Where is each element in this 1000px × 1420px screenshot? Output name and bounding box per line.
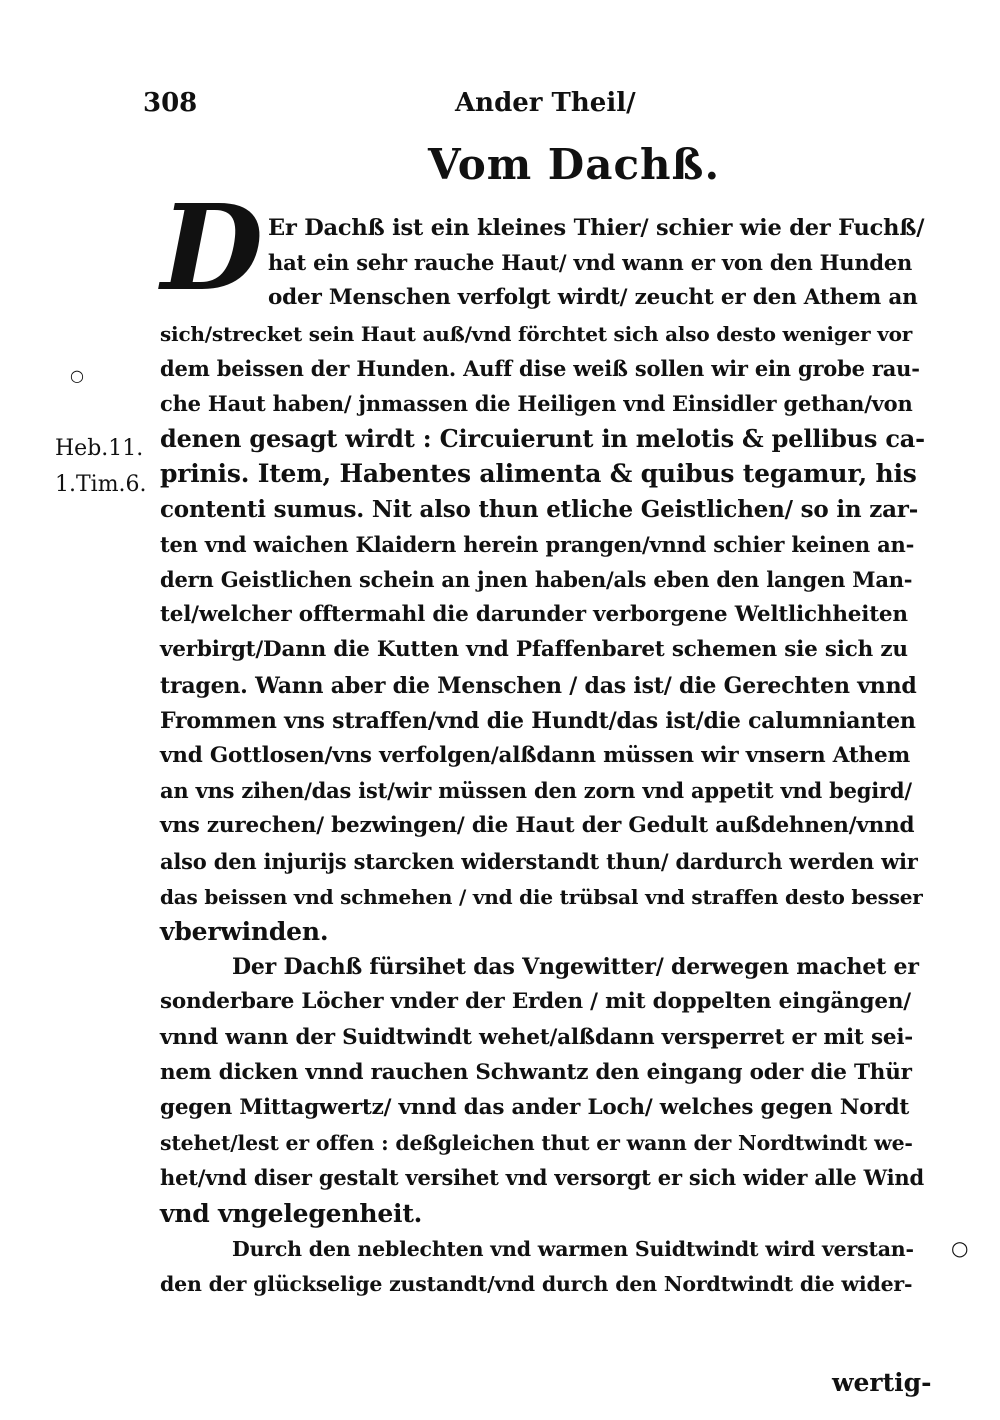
- margin-mark-circle: ○: [70, 366, 84, 385]
- text-line: dern Geistlichen schein an jnen haben/als eben den langen Man-: [160, 567, 913, 592]
- text-line: contenti sumus. Nit also thun etliche Geistlichen/ so in zar-: [160, 495, 919, 523]
- text-line: hat ein sehr rauche Haut/ vnd wann er von den Hunden: [268, 250, 913, 276]
- text-line: Der Dachß fürsihet das Vngewitter/ derwegen machet er: [232, 954, 919, 981]
- text-line: nem dicken vnnd rauchen Schwantz den eingang oder die Thür: [160, 1059, 912, 1085]
- text-line: denen gesagt wirdt : Circuierunt in melotis & pellibus ca-: [160, 424, 925, 454]
- text-line: oder Menschen verfolgt wirdt/ zeucht er den Athem an: [268, 285, 918, 311]
- text-line: sich/strecket sein Haut auß/vnd förchtet sich also desto weniger vor: [160, 321, 913, 346]
- text-line: het/vnd diser gestalt versihet vnd versorgt er sich wider alle Wind: [160, 1165, 924, 1191]
- text-line: prinis. Item, Habentes alimenta & quibus tegamur, his: [160, 459, 917, 489]
- drop-cap-initial: D: [160, 178, 264, 317]
- text-line: tragen. Wann aber die Menschen / das ist/ die Gerechten vnnd: [160, 672, 917, 699]
- page-number: 308: [143, 88, 198, 118]
- text-line: sonderbare Löcher vnder der Erden / mit doppelten eingängen/: [160, 989, 911, 1015]
- text-line: tel/welcher offtermahl die darunder verborgene Weltlichheiten: [160, 602, 908, 628]
- catchword: wertig-: [832, 1368, 932, 1397]
- text-line: den der glückselige zustandt/vnd durch den Nordtwindt die wider-: [160, 1272, 913, 1296]
- margin-mark-circle: ○: [951, 1236, 969, 1260]
- text-line: ten vnd waichen Klaidern herein prangen/vnnd schier keinen an-: [160, 531, 915, 557]
- margin-note-timothy: 1.Tim.6.: [55, 472, 147, 497]
- text-line: Er Dachß ist ein kleines Thier/ schier wie der Fuchß/: [268, 215, 925, 241]
- text-line: gegen Mittagwertz/ vnnd das ander Loch/ welches gegen Nordt: [160, 1095, 910, 1120]
- text-line: vnnd wann der Suidtwindt wehet/alßdann versperret er mit sei-: [160, 1024, 914, 1050]
- text-line: das beissen vnd schmehen / vnd die trübsal vnd straffen desto besser: [160, 884, 923, 909]
- text-line: Durch den neblechten vnd warmen Suidtwindt wird verstan-: [232, 1236, 914, 1261]
- text-line: stehet/lest er offen : deßgleichen thut er wann der Nordtwindt we-: [160, 1131, 913, 1156]
- text-line: verbirgt/Dann die Kutten vnd Pfaffenbaret schemen sie sich zu: [160, 637, 908, 663]
- text-line: also den injurijs starcken widerstandt thun/ dardurch werden wir: [160, 848, 918, 874]
- margin-note-hebrews: Heb.11.: [55, 436, 144, 461]
- running-head: Ander Theil/: [455, 88, 636, 118]
- text-line: dem beissen der Hunden. Auff dise weiß sollen wir ein grobe rau-: [160, 355, 920, 381]
- text-line: vnd vngelegenheit.: [160, 1198, 423, 1228]
- chapter-title: Vom Dachß.: [428, 140, 721, 189]
- text-line: vberwinden.: [160, 917, 329, 946]
- text-line: che Haut haben/ jnmassen die Heiligen vnd Einsidler gethan/von: [160, 391, 913, 416]
- text-line: vns zurechen/ bezwingen/ die Haut der Gedult außdehnen/vnnd: [160, 813, 915, 839]
- text-line: vnd Gottlosen/vns verfolgen/alßdann müssen wir vnsern Athem: [160, 743, 911, 768]
- text-line: an vns zihen/das ist/wir müssen den zorn vnd appetit vnd begird/: [160, 778, 912, 804]
- text-line: Frommen vns straffen/vnd die Hundt/das ist/die calumnianten: [160, 707, 916, 734]
